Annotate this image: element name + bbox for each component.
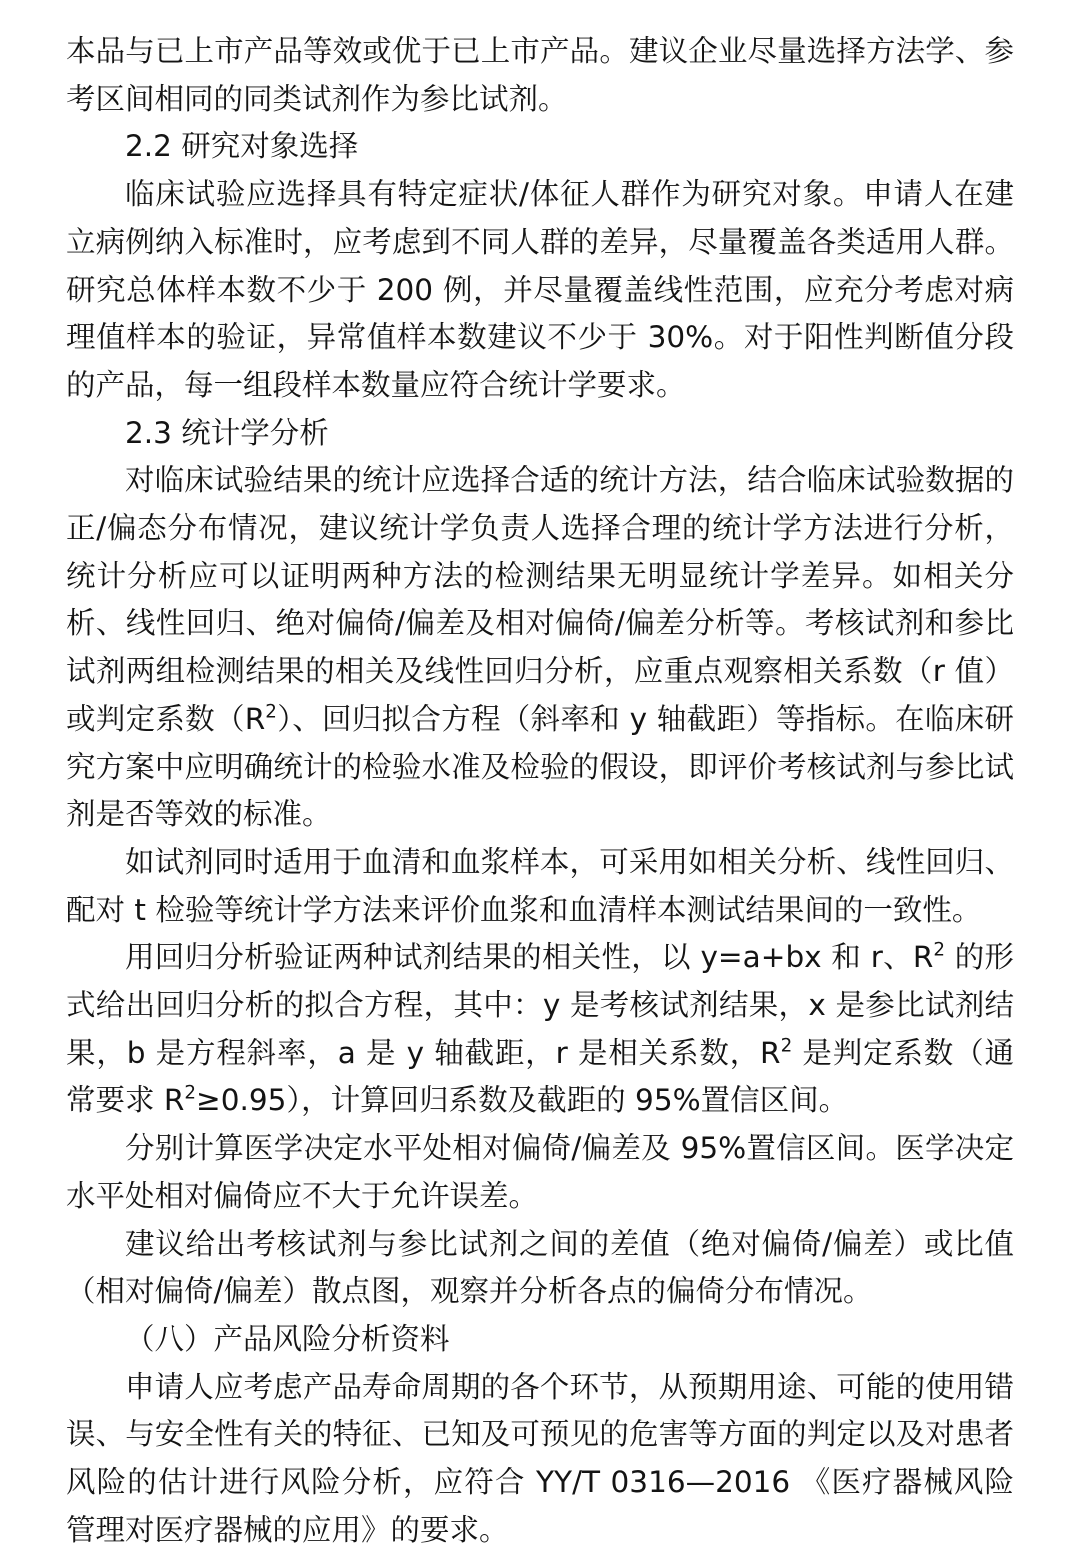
section-heading-8: （八）产品风险分析资料 <box>125 1321 450 1356</box>
bias-paragraph: 分别计算医学决定水平处相对偏倚/偏差及 95%置信区间。医学决定水平处相对偏倚应不大于允许误差。 <box>66 1131 1014 1213</box>
statistics-paragraph <box>66 457 1014 839</box>
section-heading-2-2: 2.2 研究对象选择 <box>125 129 359 164</box>
section-heading-2-3: 2.3 统计学分析 <box>125 415 329 450</box>
serum-plasma-paragraph: 如试剂同时适用于血清和血浆样本，可采用如相关分析、线性回归、配对 t 检验等统计学方法来评价血浆和血清样本测试结果间的一致性。 <box>66 844 1014 927</box>
statistics-text-part-1: 对临床试验结果的统计应选择合适的统计方法，结合临床试验数据的正/偏态分布情况，建议统计学负责人选择合理的统计学方法进行分析，统计分析应可以证明两种方法的检测结果无明显统计学差异。如相关分析、线性回归、绝对偏倚/偏差及相对偏倚/偏差分析等。考核试剂和参比试剂两组检测结果的相关及线性回归分析，应重点观察相关系数（r 值）或判定系数（R <box>66 463 1014 736</box>
superscript-2: 2 <box>184 1083 197 1105</box>
regression-text-part-3: 是判定系数（通常要求 R <box>66 1035 1014 1118</box>
superscript-2: 2 <box>780 1035 793 1057</box>
risk-analysis-paragraph: 申请人应考虑产品寿命周期的各个环节，从预期用途、可能的使用错误、与安全性有关的特征、已知及可预见的危害等方面的判定以及对患者风险的估计进行风险分析，应符合 YY/T 0316—2016 《医疗器械风险管理对医疗器械的应用》的要求。 <box>66 1369 1014 1547</box>
continuation-paragraph: 本品与已上市产品等效或优于已上市产品。建议企业尽量选择方法学、参考区间相同的同类试剂作为参比试剂。 <box>66 34 1014 116</box>
superscript-2: 2 <box>265 701 277 723</box>
scatter-plot-paragraph: 建议给出考核试剂与参比试剂之间的差值（绝对偏倚/偏差）或比值（相对偏倚/偏差）散点图，观察并分析各点的偏倚分布情况。 <box>66 1226 1014 1309</box>
regression-paragraph <box>66 934 1014 1125</box>
superscript-2: 2 <box>933 940 946 962</box>
statistics-text-part-2: ）、回归拟合方程（斜率和 y 轴截距）等指标。在临床研究方案中应明确统计的检验水准及检验的假设，即评价考核试剂与参比试剂是否等效的标准。 <box>66 701 1014 832</box>
regression-text-part-1: 用回归分析验证两种试剂结果的相关性，以 y=a+bx 和 r、R <box>125 940 934 975</box>
regression-text-part-2: 的形式给出回归分析的拟合方程，其中：y 是考核试剂结果，x 是参比试剂结果，b 是方程斜率，a 是 y 轴截距，r 是相关系数，R <box>66 940 1014 1070</box>
regression-text-part-4: ≥0.95），计算回归系数及截距的 95%置信区间。 <box>196 1083 849 1118</box>
document-page <box>66 28 1014 1555</box>
study-subject-paragraph: 临床试验应选择具有特定症状/体征人群作为研究对象。申请人在建立病例纳入标准时，应考虑到不同人群的差异，尽量覆盖各类适用人群。研究总体样本数不少于 200 例，并尽量覆盖线性范围，应充分考虑对病理值样本的验证，异常值样本数建议不少于 30%。对于阳性判断值分段的产品，每一组段样本数量应符合统计学要求。 <box>66 177 1014 402</box>
